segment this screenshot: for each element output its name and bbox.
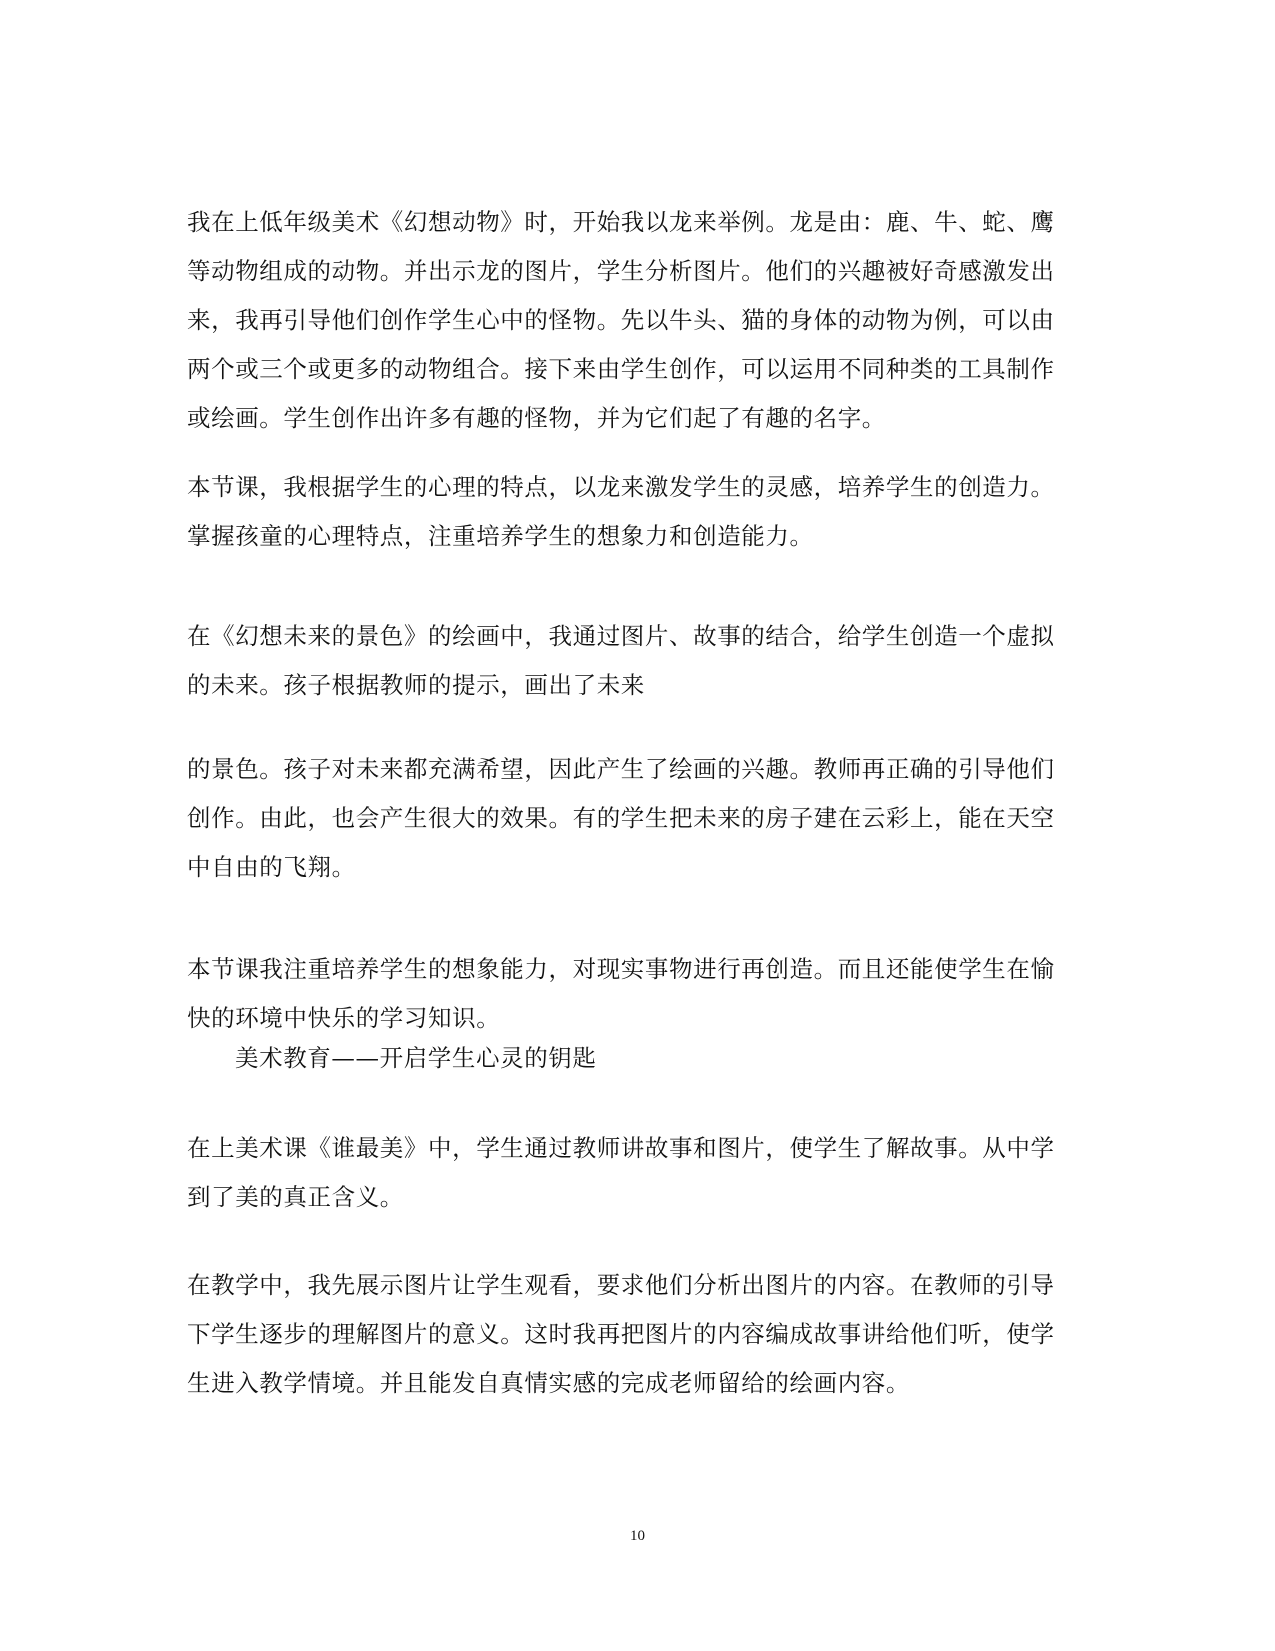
paragraph-teaching-process: 在教学中，我先展示图片让学生观看，要求他们分析出图片的内容。在教师的引导 下学生逐步的理解图片的意义。这时我再把图片的内容编成故事讲给他们听，使学 生进入教学情境。并且能发自真情实感的完成老师留给的绘画内容。 <box>187 1271 1055 1397</box>
paragraph-who-is-most-beautiful: 在上美术课《谁最美》中，学生通过教师讲故事和图片，使学生了解故事。从中学 到了美的真正含义。 <box>187 1134 1055 1211</box>
paragraph-lesson-reflection-1: 本节课，我根据学生的心理的特点，以龙来激发学生的灵感，培养学生的创造力。 掌握孩童的心理特点，注重培养学生的想象力和创造能力。 <box>187 473 1055 550</box>
paragraph-future-scenery-continued: 的景色。孩子对未来都充满希望，因此产生了绘画的兴趣。教师再正确的引导他们 创作。由此，也会产生很大的效果。有的学生把未来的房子建在云彩上，能在天空 中自由的飞翔。 <box>187 755 1055 881</box>
section-heading: 美术教育——开启学生心灵的钥匙 <box>235 1044 597 1072</box>
paragraph-future-scenery: 在《幻想未来的景色》的绘画中，我通过图片、故事的结合，给学生创造一个虚拟 的未来。孩子根据教师的提示，画出了未来 <box>187 622 1055 699</box>
paragraph-lesson-reflection-2: 本节课我注重培养学生的想象能力，对现实事物进行再创造。而且还能使学生在愉 快的环境中快乐的学习知识。 <box>187 955 1055 1032</box>
paragraph-fantasy-animals: 我在上低年级美术《幻想动物》时，开始我以龙来举例。龙是由：鹿、牛、蛇、鹰 等动物组成的动物。并出示龙的图片，学生分析图片。他们的兴趣被好奇感激发出 来，我再引导他们创作学生心中的怪物。先以牛头、猫的身体的动物为例，可以由 两个或三个或更多的动物组合。接下来由学生创作，可以运用不同种类的工具制作 或绘画。学生创作出许多有趣的怪物，并为它们起了有趣的名字。 <box>187 208 1055 432</box>
page-number: 10 <box>630 1528 645 1544</box>
